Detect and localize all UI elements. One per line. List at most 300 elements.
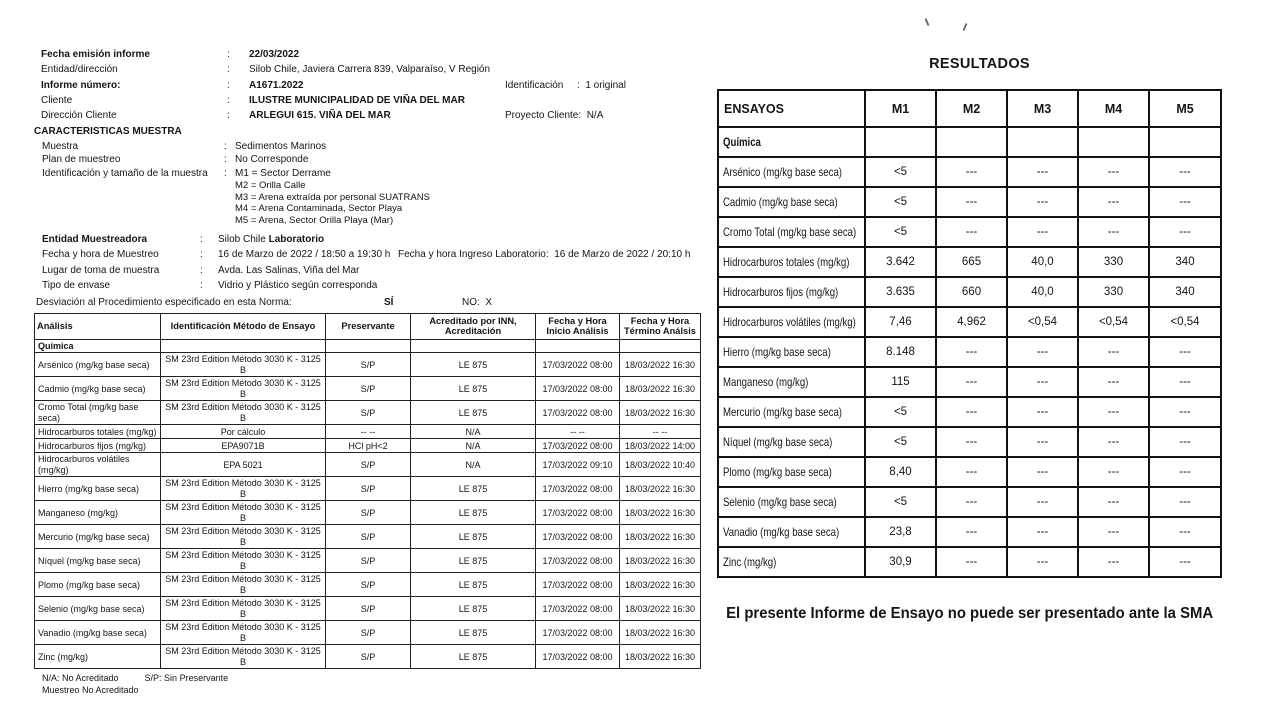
cell-metodo: SM 23rd Edition Método 3030 K - 3125 B (161, 377, 326, 401)
results-table-row (718, 547, 1221, 577)
ensayo-label: Cromo Total (mg/kg base seca) (723, 225, 857, 239)
cell-fecha-inicio: 17/03/2022 08:00 (536, 549, 620, 573)
results-table-row (718, 517, 1221, 547)
cell-m5: --- (1149, 337, 1221, 367)
cell-m1: 3.642 (865, 247, 936, 277)
cell-acreditado: LE 875 (411, 353, 536, 377)
methods-table-row (35, 353, 701, 377)
results-table-row (718, 427, 1221, 457)
cell-metodo: SM 23rd Edition Método 3030 K - 3125 B (161, 401, 326, 425)
cell-fecha-inicio: 17/03/2022 08:00 (536, 501, 620, 525)
cell-metodo: Por cálculo (161, 425, 326, 439)
cell-metodo: SM 23rd Edition Método 3030 K - 3125 B (161, 477, 326, 501)
methods-table-row (35, 621, 701, 645)
info-label: Plan de muestreo (42, 154, 121, 166)
cell-m2: 665 (936, 247, 1007, 277)
info-label: Muestra (42, 140, 79, 152)
column-header-m1: M1 (865, 90, 936, 127)
cell-acreditado: LE 875 (411, 597, 536, 621)
info-value: Vidrio y Plástico según corresponda (218, 279, 378, 291)
cell-preservante: S/P (326, 353, 411, 377)
cell-m5: 340 (1149, 277, 1221, 307)
cell-fecha-inicio: 17/03/2022 08:00 (536, 353, 620, 377)
cell-fecha-termino: 18/03/2022 16:30 (620, 477, 701, 501)
info-value: A1671.2022 (249, 79, 304, 91)
cell-fecha-inicio: 17/03/2022 08:00 (536, 401, 620, 425)
methods-table-row (35, 549, 701, 573)
results-title: RESULTADOS (929, 56, 1030, 72)
info-value: Silob Chile (218, 234, 269, 246)
cell-preservante (326, 339, 411, 353)
ensayo-label: Hidrocarburos volátiles (mg/kg) (723, 315, 856, 329)
column-header-termino: Fecha y Hora Término Análsis (620, 313, 701, 339)
cell-m4: --- (1078, 547, 1149, 577)
cell-m5: 340 (1149, 247, 1221, 277)
report-page-right (716, 0, 1224, 720)
cell-metodo (161, 339, 326, 353)
methods-table-row (35, 425, 701, 439)
cell-m2: --- (936, 337, 1007, 367)
info-right-pair (505, 78, 626, 93)
ensayo-label: Plomo (mg/kg base seca) (723, 465, 832, 479)
info-right-pair (505, 108, 603, 123)
cell-preservante: S/P (326, 501, 411, 525)
cell-fecha-termino: 18/03/2022 16:30 (620, 573, 701, 597)
methods-table-row (35, 439, 701, 453)
cell-m1: <5 (865, 487, 936, 517)
ensayo-label: Hidrocarburos fijos (mg/kg) (723, 285, 839, 299)
colon-separator: : (200, 234, 203, 246)
sample-id-line: M5 = Arena, Sector Orilla Playa (Mar) (235, 214, 394, 226)
cell-acreditado: N/A (411, 439, 536, 453)
scan-artifact-mark (924, 18, 929, 26)
cell-metodo: SM 23rd Edition Método 3030 K - 3125 B (161, 573, 326, 597)
results-table-row (718, 277, 1221, 307)
cell-m3: --- (1007, 397, 1078, 427)
cell-fecha-inicio: 17/03/2022 09:10 (536, 453, 620, 477)
cell-ensayo (718, 517, 865, 547)
cell-acreditado: LE 875 (411, 573, 536, 597)
cell-analisis: Selenio (mg/kg base seca) (35, 597, 161, 621)
cell-m2: 660 (936, 277, 1007, 307)
footnote-line-1 (42, 673, 702, 685)
methods-table-row (35, 597, 701, 621)
cell-m3: --- (1007, 487, 1078, 517)
info-right-value: : N/A (578, 110, 604, 122)
results-table-row (718, 127, 1221, 157)
cell-m2: --- (936, 427, 1007, 457)
cell-m5: --- (1149, 517, 1221, 547)
column-header-m2: M2 (936, 90, 1007, 127)
info-label: Identificación y tamaño de la muestra (42, 167, 208, 179)
sample-id-line: M4 = Arena Contaminada, Sector Playa (235, 203, 403, 215)
cell-metodo: SM 23rd Edition Método 3030 K - 3125 B (161, 353, 326, 377)
info-label: Entidad/dirección (41, 64, 118, 76)
cell-m5: --- (1149, 157, 1221, 187)
ensayo-label: Arsénico (mg/kg base seca) (723, 165, 842, 179)
cell-m3: --- (1007, 427, 1078, 457)
cell-analisis: Cadmio (mg/kg base seca) (35, 377, 161, 401)
cell-m3: --- (1007, 517, 1078, 547)
cell-preservante: S/P (326, 525, 411, 549)
cell-m4: --- (1078, 457, 1149, 487)
cell-m4: 330 (1078, 277, 1149, 307)
cell-analisis: Plomo (mg/kg base seca) (35, 573, 161, 597)
colon-separator: : (227, 79, 230, 91)
cell-m2: --- (936, 397, 1007, 427)
colon-separator: : (224, 154, 227, 166)
cell-m1 (865, 127, 936, 157)
cell-m3: --- (1007, 457, 1078, 487)
ensayo-label: Níquel (mg/kg base seca) (723, 435, 833, 449)
sampler-info (34, 232, 702, 293)
info-row (34, 47, 702, 62)
cell-preservante: S/P (326, 597, 411, 621)
column-header-analisis: Análisis (35, 313, 161, 339)
cell-acreditado: N/A (411, 453, 536, 477)
colon-separator: : (227, 49, 230, 60)
cell-ensayo (718, 247, 865, 277)
cell-ensayo (718, 307, 865, 337)
info-right-value: : 1 original (577, 79, 626, 91)
cell-analisis: Hidrocarburos fijos (mg/kg) (35, 439, 161, 453)
cell-m5: --- (1149, 187, 1221, 217)
section-title-caracteristicas: CARACTERISTICAS MUESTRA (34, 126, 182, 138)
report-page-left (34, 47, 702, 696)
cell-preservante: S/P (326, 453, 411, 477)
info-value: M1 = Sector Derrame (235, 167, 331, 179)
cell-m1: <5 (865, 217, 936, 247)
cell-metodo: EPA9071B (161, 439, 326, 453)
cell-m5: --- (1149, 457, 1221, 487)
cell-acreditado: LE 875 (411, 549, 536, 573)
results-table-row (718, 247, 1221, 277)
cell-m5: --- (1149, 427, 1221, 457)
cell-ensayo (718, 127, 865, 157)
cell-fecha-termino (620, 339, 701, 353)
cell-acreditado: LE 875 (411, 477, 536, 501)
info-row (34, 247, 702, 262)
info-label: Informe número: (41, 79, 121, 91)
info-label: Cliente (41, 94, 73, 106)
info-row (34, 108, 702, 123)
info-label: Entidad Muestreadora (42, 234, 148, 246)
cell-metodo: SM 23rd Edition Método 3030 K - 3125 B (161, 549, 326, 573)
cell-m2: --- (936, 187, 1007, 217)
info-value: ARLEGUI 615. VIÑA DEL MAR (249, 110, 391, 122)
cell-ensayo (718, 547, 865, 577)
sample-id-line: M3 = Arena extraída por personal SUATRANS (235, 191, 430, 203)
cell-fecha-termino: 18/03/2022 16:30 (620, 549, 701, 573)
colon-separator: : (200, 279, 203, 291)
cell-ensayo (718, 487, 865, 517)
ensayo-label: Química (723, 135, 761, 149)
info-label: Tipo de envase (42, 279, 111, 291)
cell-fecha-termino: 18/03/2022 16:30 (620, 525, 701, 549)
cell-m5: <0,54 (1149, 307, 1221, 337)
sma-statement: El presente Informe de Ensayo no puede ser presentado ante la SMA (726, 605, 1214, 622)
cell-fecha-inicio: 17/03/2022 08:00 (536, 597, 620, 621)
results-table-row (718, 367, 1221, 397)
cell-fecha-inicio: 17/03/2022 08:00 (536, 645, 620, 669)
ensayo-label: Mercurio (mg/kg base seca) (723, 405, 842, 419)
cell-analisis: Níquel (mg/kg base seca) (35, 549, 161, 573)
methods-table-row (35, 525, 701, 549)
cell-analisis: Cromo Total (mg/kg base seca) (35, 401, 161, 425)
colon-separator: : (200, 264, 203, 276)
cell-metodo: SM 23rd Edition Método 3030 K - 3125 B (161, 525, 326, 549)
cell-m4: --- (1078, 397, 1149, 427)
cell-acreditado: LE 875 (411, 401, 536, 425)
methods-table-row (35, 453, 701, 477)
cell-acreditado: LE 875 (411, 501, 536, 525)
deviation-text: Desviación al Procedimiento especificado en esta Norma: (36, 296, 292, 308)
cell-m4: --- (1078, 517, 1149, 547)
column-header-m3: M3 (1007, 90, 1078, 127)
deviation-no: NO: X (462, 296, 493, 308)
cell-m2: --- (936, 457, 1007, 487)
info-value-bold: Laboratorio (268, 234, 325, 246)
results-table-row (718, 187, 1221, 217)
cell-m5 (1149, 127, 1221, 157)
scan-artifact-mark (962, 23, 967, 31)
cell-m4 (1078, 127, 1149, 157)
methods-table-row (35, 377, 701, 401)
column-header-m4: M4 (1078, 90, 1149, 127)
cell-m2: 4,962 (936, 307, 1007, 337)
cell-acreditado: N/A (411, 425, 536, 439)
methods-table-row (35, 501, 701, 525)
cell-fecha-termino: 18/03/2022 16:30 (620, 353, 701, 377)
cell-m3: <0,54 (1007, 307, 1078, 337)
deviation-yes: SÍ (384, 296, 394, 308)
colon-separator: : (227, 110, 230, 122)
info-row (34, 62, 702, 77)
column-header-preservante: Preservante (326, 313, 411, 339)
methods-table-row (35, 477, 701, 501)
results-table-row (718, 337, 1221, 367)
column-header-ensayos: ENSAYOS (718, 90, 865, 127)
cell-fecha-termino: 18/03/2022 16:30 (620, 621, 701, 645)
cell-m5: --- (1149, 217, 1221, 247)
cell-analisis: Manganeso (mg/kg) (35, 501, 161, 525)
cell-m4: --- (1078, 487, 1149, 517)
cell-preservante: -- -- (326, 425, 411, 439)
methods-table-row (35, 573, 701, 597)
cell-ensayo (718, 157, 865, 187)
cell-metodo: SM 23rd Edition Método 3030 K - 3125 B (161, 597, 326, 621)
column-header-metodo: Identificación Método de Ensayo (161, 313, 326, 339)
cell-m3: --- (1007, 337, 1078, 367)
column-header-acreditado: Acreditado por INN, Acreditación (411, 313, 536, 339)
cell-m1: <5 (865, 187, 936, 217)
info-label: Lugar de toma de muestra (42, 264, 160, 276)
cell-metodo: SM 23rd Edition Método 3030 K - 3125 B (161, 501, 326, 525)
cell-m4: --- (1078, 217, 1149, 247)
cell-metodo: EPA 5021 (161, 453, 326, 477)
methods-table-row (35, 339, 701, 353)
cell-m3: --- (1007, 157, 1078, 187)
cell-m3: 40,0 (1007, 277, 1078, 307)
info-label: Fecha emisión informe (41, 49, 150, 60)
footnote-sp: S/P: Sin Preservante (144, 673, 229, 684)
cell-fecha-termino: -- -- (620, 425, 701, 439)
cell-m2: --- (936, 517, 1007, 547)
cell-m4: --- (1078, 187, 1149, 217)
results-table-row (718, 457, 1221, 487)
cell-analisis: Zinc (mg/kg) (35, 645, 161, 669)
cell-preservante: HCl pH<2 (326, 439, 411, 453)
cell-m2: --- (936, 367, 1007, 397)
info-row (34, 232, 702, 247)
cell-fecha-inicio: 17/03/2022 08:00 (536, 477, 620, 501)
cell-m1: <5 (865, 397, 936, 427)
cell-preservante: S/P (326, 573, 411, 597)
methods-table (34, 313, 701, 670)
sample-id-line: M2 = Orilla Calle (235, 180, 306, 192)
info-value: Avda. Las Salinas, Viña del Mar (218, 264, 360, 276)
cell-acreditado: LE 875 (411, 621, 536, 645)
colon-separator: : (224, 140, 227, 152)
cell-m3: --- (1007, 187, 1078, 217)
methods-table-row (35, 401, 701, 425)
cell-fecha-termino: 18/03/2022 10:40 (620, 453, 701, 477)
ensayo-label: Hidrocarburos totales (mg/kg) (723, 255, 850, 269)
cell-fecha-termino: 18/03/2022 16:30 (620, 401, 701, 425)
info-right-label: Proyecto Cliente (505, 110, 579, 122)
cell-m4: --- (1078, 427, 1149, 457)
cell-analisis: Mercurio (mg/kg base seca) (35, 525, 161, 549)
cell-ensayo (718, 457, 865, 487)
cell-fecha-inicio: 17/03/2022 08:00 (536, 439, 620, 453)
info-row (34, 167, 702, 181)
colon-separator: : (227, 94, 230, 106)
results-table-row (718, 487, 1221, 517)
info-value: 16 de Marzo de 2022 / 18:50 a 19:30 h (218, 249, 391, 261)
cell-fecha-inicio: -- -- (536, 425, 620, 439)
cell-m1: <5 (865, 427, 936, 457)
cell-m4: --- (1078, 367, 1149, 397)
cell-analisis: Hidrocarburos totales (mg/kg) (35, 425, 161, 439)
info-row (34, 153, 702, 167)
results-header-row (718, 90, 1221, 127)
cell-ensayo (718, 217, 865, 247)
cell-fecha-termino: 18/03/2022 16:30 (620, 597, 701, 621)
cell-fecha-inicio (536, 339, 620, 353)
cell-preservante: S/P (326, 549, 411, 573)
cell-m3: --- (1007, 547, 1078, 577)
cell-fecha-termino: 18/03/2022 16:30 (620, 501, 701, 525)
column-header-m5: M5 (1149, 90, 1221, 127)
footnote-line-2: Muestreo No Acreditado (42, 684, 139, 695)
colon-separator: : (224, 167, 227, 179)
cell-m2: --- (936, 217, 1007, 247)
cell-m2: --- (936, 157, 1007, 187)
footnotes (34, 673, 702, 696)
info-row (34, 278, 702, 293)
cell-m1: 3.635 (865, 277, 936, 307)
colon-separator: : (200, 249, 203, 261)
colon-separator: : (227, 64, 230, 76)
cell-fecha-termino: 18/03/2022 14:00 (620, 439, 701, 453)
info-value: No Corresponde (235, 154, 309, 166)
results-table-row (718, 217, 1221, 247)
cell-m4: <0,54 (1078, 307, 1149, 337)
cell-fecha-inicio: 17/03/2022 08:00 (536, 621, 620, 645)
cell-m5: --- (1149, 367, 1221, 397)
cell-fecha-inicio: 17/03/2022 08:00 (536, 377, 620, 401)
cell-preservante: S/P (326, 621, 411, 645)
cell-acreditado: LE 875 (411, 645, 536, 669)
cell-fecha-inicio: 17/03/2022 08:00 (536, 573, 620, 597)
cell-m5: --- (1149, 547, 1221, 577)
cell-m4: --- (1078, 337, 1149, 367)
cell-m2: --- (936, 547, 1007, 577)
results-table-row (718, 307, 1221, 337)
cell-acreditado: LE 875 (411, 377, 536, 401)
cell-m1: 115 (865, 367, 936, 397)
cell-analisis: Hierro (mg/kg base seca) (35, 477, 161, 501)
info-right-pair (505, 93, 577, 108)
cell-m1: 7,46 (865, 307, 936, 337)
cell-m2 (936, 127, 1007, 157)
info-row (34, 263, 702, 278)
info-extra-value: Fecha y hora Ingreso Laboratorio: 16 de Marzo de 2022 / 20:10 h (398, 249, 691, 261)
cell-ensayo (718, 187, 865, 217)
info-row (34, 78, 702, 93)
cell-m3: 40,0 (1007, 247, 1078, 277)
info-label: Fecha y hora de Muestreo (42, 249, 159, 261)
cell-fecha-termino: 18/03/2022 16:30 (620, 645, 701, 669)
results-table (717, 89, 1222, 578)
info-value: ILUSTRE MUNICIPALIDAD DE VIÑA DEL MAR (249, 94, 465, 106)
info-right-pair (505, 47, 577, 62)
column-header-inicio: Fecha y Hora Inicio Análisis (536, 313, 620, 339)
cell-preservante: S/P (326, 645, 411, 669)
cell-m4: --- (1078, 157, 1149, 187)
cell-m1: 8,40 (865, 457, 936, 487)
cell-ensayo (718, 367, 865, 397)
info-value: 22/03/2022 (249, 49, 300, 60)
sample-characteristics (34, 140, 702, 181)
cell-m2: --- (936, 487, 1007, 517)
cell-acreditado: LE 875 (411, 525, 536, 549)
ensayo-label: Vanadio (mg/kg base seca) (723, 525, 840, 539)
ensayo-label: Manganeso (mg/kg) (723, 375, 809, 389)
cell-m5: --- (1149, 487, 1221, 517)
info-value: Sedimentos Marinos (235, 140, 327, 152)
cell-acreditado (411, 339, 536, 353)
cell-metodo: SM 23rd Edition Método 3030 K - 3125 B (161, 645, 326, 669)
cell-preservante: S/P (326, 477, 411, 501)
cell-m3 (1007, 127, 1078, 157)
cell-m3: --- (1007, 217, 1078, 247)
ensayo-label: Selenio (mg/kg base seca) (723, 495, 837, 509)
cell-ensayo (718, 337, 865, 367)
cell-ensayo (718, 277, 865, 307)
cell-m5: --- (1149, 397, 1221, 427)
deviation-line (34, 296, 702, 310)
sample-id-list (235, 180, 702, 226)
cell-analisis: Vanadio (mg/kg base seca) (35, 621, 161, 645)
report-header-info (34, 47, 702, 123)
cell-preservante: S/P (326, 401, 411, 425)
cell-m1: 23,8 (865, 517, 936, 547)
info-row (34, 140, 702, 154)
info-right-pair (505, 62, 577, 77)
cell-ensayo (718, 397, 865, 427)
methods-header-row (35, 313, 701, 339)
